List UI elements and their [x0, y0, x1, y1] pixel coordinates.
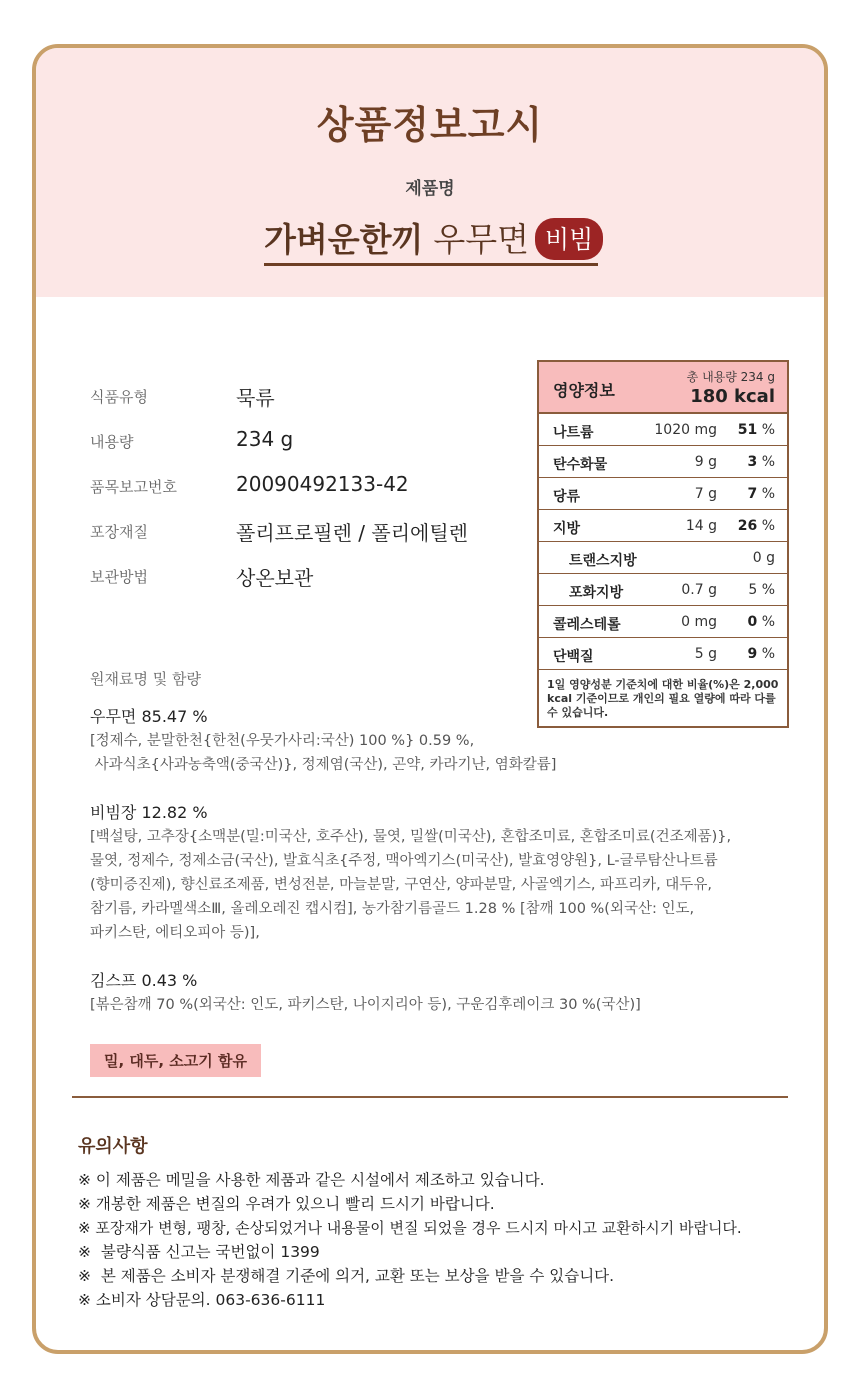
nutrition-row-trans-fat: [539, 542, 787, 574]
section-divider: [72, 1096, 788, 1098]
header-panel: [36, 48, 824, 297]
nutrient-percent: [747, 614, 775, 630]
ingredients-label: 원재료명 및 함량: [90, 670, 201, 688]
notice-item: ※ 불량식품 신고는 국번없이 1399: [78, 1243, 320, 1261]
ingredient-line: 참기름, 카라멜색소Ⅲ, 올레오레진 캡시컴], 농가참기름골드 1.28 % [참깨 100 %(외국산: 인도,: [90, 901, 695, 917]
nutrition-footnote: 1일 영양성분 기준치에 대한 비율(%)은 2,000 kcal 기준이므로 개인의 필요 열량에 따라 다를 수 있습니다.: [547, 678, 779, 719]
notice-item: ※ 소비자 상담문의. 063-636-6111: [78, 1291, 326, 1309]
percent-unit: %: [761, 422, 775, 438]
notice-list: [78, 1168, 818, 1312]
nutrition-calories: 180 kcal: [690, 386, 775, 407]
nutrient-percent-value: 51: [737, 422, 758, 438]
info-row-storage: [90, 562, 510, 592]
page-title: 상품정보고시: [316, 103, 544, 147]
ingredient-group-noodle: [90, 704, 780, 777]
ingredient-line: [백설탕, 고추장{소맥분(밀:미국산, 호주산), 물엿, 밀쌀(미국산), 혼합조미료, 혼합조미료(건조제품)},: [90, 829, 732, 845]
ingredient-group-seaweed-soup: [90, 968, 780, 1017]
product-flavor-badge: 비빔: [535, 218, 603, 260]
ingredient-group-title: 비빔장 12.82 %: [90, 803, 208, 822]
percent-unit: %: [761, 518, 775, 534]
ingredient-group-title: 우무면 85.47 %: [90, 707, 208, 726]
ingredient-group-title: 김스프 0.43 %: [90, 971, 198, 990]
ingredient-group-detail: [90, 993, 780, 1017]
nutrition-header: [539, 362, 787, 414]
info-value: 20090492133-42: [236, 472, 409, 496]
info-key: 품목보고번호: [90, 478, 177, 496]
nutrient-amount: 1020 mg: [654, 422, 717, 438]
nutrient-name: 지방: [553, 521, 581, 537]
info-row-report-number: [90, 472, 510, 502]
nutrient-amount: 9 g: [694, 454, 717, 470]
nutrient-amount: 0 mg: [681, 614, 717, 630]
nutrient-name: 탄수화물: [553, 457, 608, 473]
allergy-badge: 밀, 대두, 소고기 함유: [90, 1044, 261, 1077]
nutrition-row-saturated-fat: [539, 574, 787, 606]
info-key: 포장재질: [90, 523, 148, 541]
nutrient-percent-value: 5: [748, 582, 758, 598]
product-name: [264, 214, 598, 266]
info-value: 폴리프로필렌 / 폴리에틸렌: [236, 521, 468, 545]
nutrient-name: 당류: [553, 489, 581, 505]
notice-item: ※ 본 제품은 소비자 분쟁해결 기준에 의거, 교환 또는 보상을 받을 수 있습니다.: [78, 1267, 615, 1285]
notice-item: ※ 이 제품은 메밀을 사용한 제품과 같은 시설에서 제조하고 있습니다.: [78, 1171, 545, 1189]
nutrition-row-cholesterol: [539, 606, 787, 638]
nutrient-name: 콜레스테롤: [553, 617, 621, 633]
ingredient-group-detail: [90, 825, 780, 945]
nutrient-percent-value: 9: [747, 646, 758, 662]
ingredient-line: [정제수, 분말한천{한천(우뭇가사리:국산) 100 %} 0.59 %,: [90, 733, 475, 749]
percent-unit: %: [761, 454, 775, 470]
nutrient-amount: 14 g: [685, 518, 717, 534]
info-row-food-type: [90, 382, 510, 412]
info-value: 234 g: [236, 427, 294, 451]
ingredient-line: (향미증진제), 향신료조제품, 변성전분, 마늘분말, 구연산, 양파분말, 사골엑기스, 파프리카, 대두유,: [90, 877, 712, 893]
nutrient-percent-value: 7: [747, 486, 758, 502]
percent-unit: %: [761, 582, 775, 598]
info-row-packaging: [90, 517, 510, 547]
notice-item: ※ 포장재가 변형, 팽창, 손상되었거나 내용물이 변질 되었을 경우 드시지 마시고 교환하시기 바랍니다.: [78, 1219, 742, 1237]
info-value: 상온보관: [236, 566, 314, 590]
nutrient-percent-value: 0: [747, 614, 758, 630]
nutrient-percent: [738, 422, 775, 438]
nutrient-percent-value: 26: [737, 518, 758, 534]
nutrition-row-carbohydrate: [539, 446, 787, 478]
percent-unit: %: [761, 486, 775, 502]
ingredient-line: 물엿, 정제수, 정제소금(국산), 발효식초{주정, 맥아엑기스(미국산), 발효영양원}, L-글루탐산나트륨: [90, 853, 718, 869]
info-value: 묵류: [236, 386, 275, 410]
product-name-brand: 가벼운한끼: [264, 220, 424, 259]
nutrient-amount: 7 g: [694, 486, 717, 502]
nutrient-percent: [748, 582, 775, 598]
product-info-card: [32, 44, 828, 1354]
nutrition-row-sugars: [539, 478, 787, 510]
nutrition-title: 영양정보: [553, 381, 615, 400]
nutrient-percent: [747, 454, 775, 470]
info-key: 식품유형: [90, 388, 148, 406]
nutrient-amount: 5 g: [694, 646, 717, 662]
notice-item: ※ 개봉한 제품은 변질의 우려가 있으니 빨리 드시기 바랍니다.: [78, 1195, 495, 1213]
ingredient-group-sauce: [90, 800, 780, 945]
nutrient-name: 포화지방: [569, 585, 624, 601]
product-name-label: 제품명: [405, 179, 455, 199]
info-key: 내용량: [90, 433, 134, 451]
nutrient-amount: 0 g: [752, 550, 775, 566]
nutrient-amount: 0.7 g: [681, 582, 717, 598]
nutrient-name: 나트륨: [553, 425, 594, 441]
percent-unit: %: [761, 646, 775, 662]
ingredient-line: [볶은참깨 70 %(외국산: 인도, 파키스탄, 나이지리아 등), 구운김후레이크 30 %(국산)]: [90, 997, 641, 1013]
ingredient-line: 파키스탄, 에티오피아 등)],: [90, 925, 260, 941]
ingredient-group-detail: [90, 729, 780, 777]
product-name-item: 우무면: [433, 220, 530, 259]
info-key: 보관방법: [90, 568, 148, 586]
nutrient-name: 트랜스지방: [569, 553, 637, 569]
nutrient-percent: [747, 486, 775, 502]
info-row-volume: [90, 427, 510, 457]
notice-title: 유의사항: [78, 1136, 148, 1157]
nutrition-row-protein: [539, 638, 787, 670]
nutrition-facts-table: [537, 360, 789, 728]
ingredient-line: 사과식초{사과농축액(중국산)}, 정제염(국산), 곤약, 카라기난, 염화칼륨]: [90, 757, 557, 773]
nutrient-name: 단백질: [553, 649, 594, 665]
nutrition-row-sodium: [539, 414, 787, 446]
nutrient-percent: [747, 646, 775, 662]
nutrient-percent-value: 3: [747, 454, 758, 470]
percent-unit: %: [761, 614, 775, 630]
nutrient-percent: [738, 518, 775, 534]
nutrition-row-fat: [539, 510, 787, 542]
nutrition-total-volume: 총 내용량 234 g: [686, 370, 775, 384]
